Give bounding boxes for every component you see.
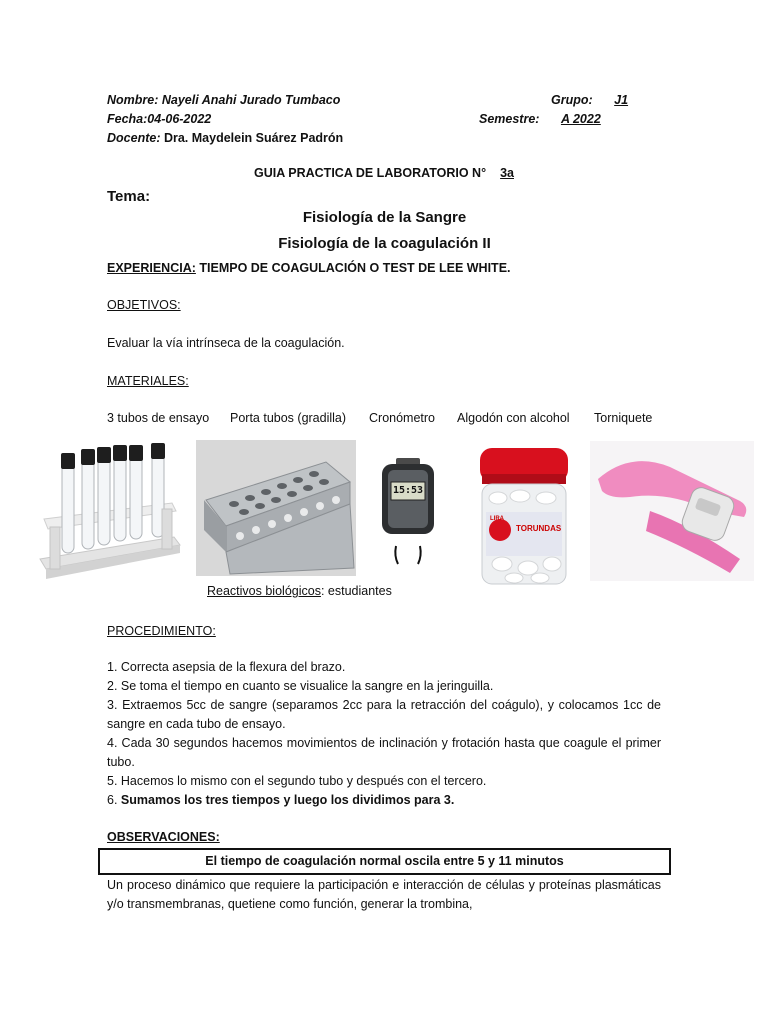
experiencia-line [107,261,511,275]
procedimiento-6-text: Sumamos los tres tiempos y luego los dividimos para 3. [117,793,455,807]
docente-label: Docente: [107,131,161,145]
objetivos-label: OBJETIVOS: [107,298,181,312]
observaciones-label: OBSERVACIONES: [107,830,220,844]
docente-line [107,131,343,145]
fecha-label: Fecha: [107,112,148,126]
jar-label: TORUNDAS [516,524,562,533]
procedimiento-step: 4. Cada 30 segundos hacemos movimientos de inclinación y frotación hasta que coagule el primer tubo. [107,736,661,769]
stopwatch-image [378,456,438,566]
procedimiento-step: 1. Correcta asepsia de la flexura del brazo. [107,660,346,674]
tourniquet-image [590,441,754,581]
procedimiento-step: 5. Hacemos lo mismo con el segundo tubo y después con el tercero. [107,774,487,788]
procedimiento-label: PROCEDIMIENTO: [107,624,216,638]
reactivos-line [207,584,392,598]
stopwatch-display: 15:53 [392,485,424,496]
procedimiento-step: 2. Se toma el tiempo en cuanto se visualice la sangre en la jeringuilla. [107,679,494,693]
grupo-value: J1 [614,93,629,107]
observaciones-text: Un proceso dinámico que requiere la participación e interacción de células y proteínas plasmáticas y/o transmembranas, quetiene como función, generar la trombina, [107,878,661,911]
fecha-value: 04-06-2022 [147,112,212,126]
tube-rack-image [196,440,356,576]
nombre-label: Nombre: [107,93,159,107]
tema-label: Tema: [107,188,151,205]
objetivos-text: Evaluar la vía intrínseca de la coagulación. [107,336,345,350]
material-item: Algodón con alcohol [457,411,570,425]
nombre-value: Nayeli Anahi Jurado Tumbaco [158,93,341,107]
grupo-label: Grupo: [551,93,593,107]
nombre-line [107,93,340,107]
tema-line1: Fisiología de la Sangre [302,209,467,226]
material-item: Porta tubos (gradilla) [230,411,347,425]
semestre-label: Semestre: [479,112,540,126]
experiencia-label: EXPERIENCIA: [107,261,196,275]
test-tubes-image [36,441,184,593]
reactivos-label: Reactivos biológicos [207,584,321,598]
observaciones-box: El tiempo de coagulación normal oscila entre 5 y 11 minutos [98,848,671,875]
materiales-label: MATERIALES: [107,374,189,388]
procedimiento-list [107,658,661,810]
semestre-value: A 2022 [560,112,601,126]
cotton-jar-image [476,446,572,588]
semestre-line [479,112,629,126]
material-item: 3 tubos de ensayo [107,411,210,425]
guide-title-number: 3a [500,166,514,180]
material-item: Cronómetro [369,411,435,425]
grupo-line [551,93,642,107]
docente-value: Dra. Maydelein Suárez Padrón [160,131,344,145]
fecha-line [107,112,211,126]
material-item: Torniquete [594,411,653,425]
jar-brand: LIRA [490,516,504,522]
procedimiento-step [107,791,661,810]
reactivos-value: : estudiantes [320,584,392,598]
tema-line2: Fisiología de la coagulación II [278,235,491,252]
experiencia-value: TIEMPO DE COAGULACIÓN O TEST DE LEE WHITE. [195,261,511,275]
guide-title [254,166,514,180]
procedimiento-step: 3. Extraemos 5cc de sangre (separamos 2cc para la retracción del coágulo), y colocamos 1cc de sangre en cada tubo de ensayo. [107,698,661,731]
procedimiento-6-num: 6. [107,793,118,807]
guide-title-prefix: GUIA PRACTICA DE LABORATORIO N° [254,166,487,180]
